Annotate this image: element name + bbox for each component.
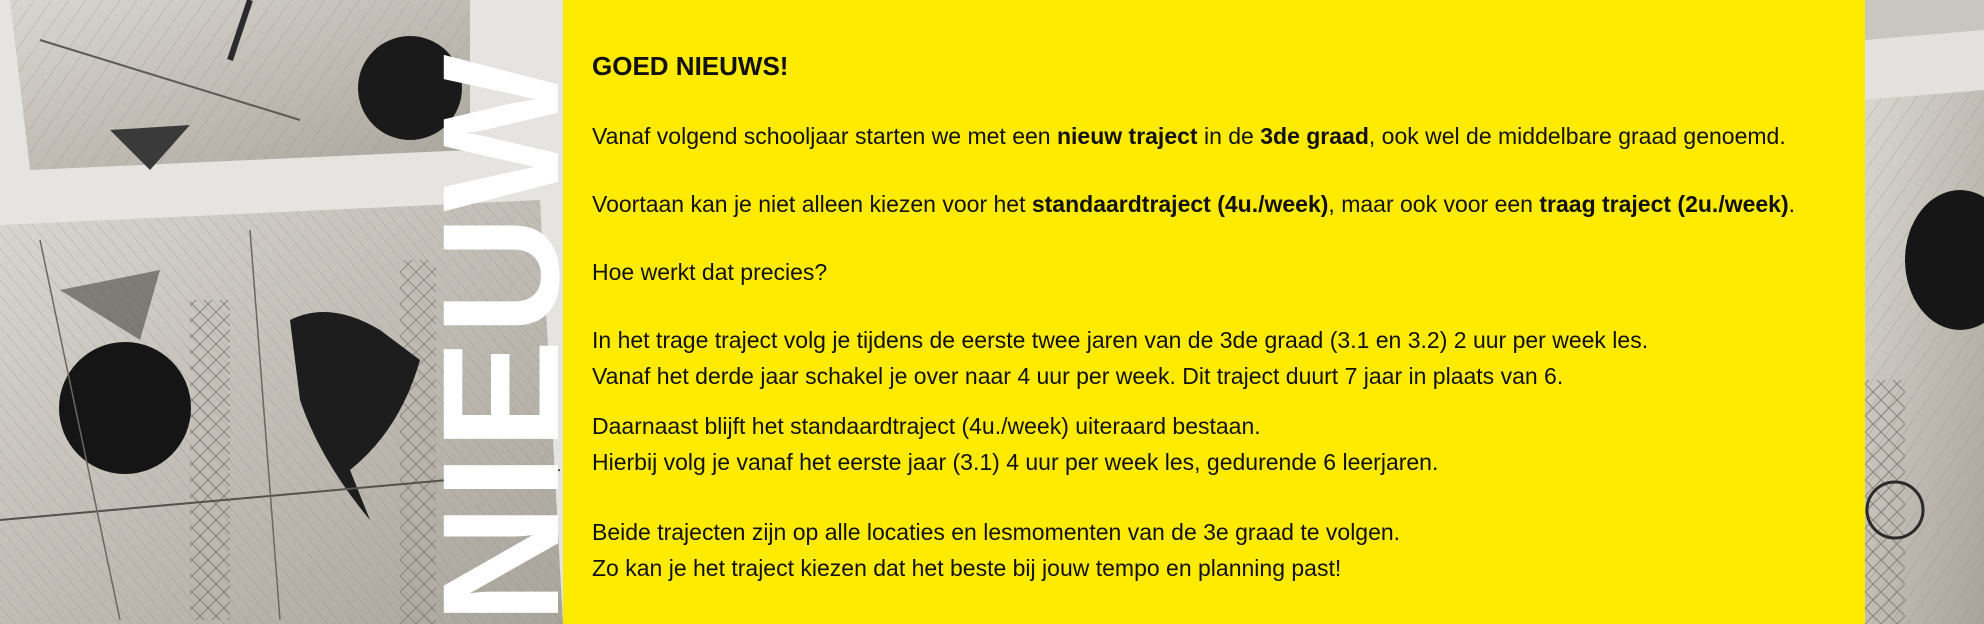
announcement-text: [592, 46, 1852, 586]
standard-track-line-2: Hierbij volg je vanaf het eerste jaar (3.1) 4 uur per week les, gedurende 6 leerjaren.: [592, 449, 1439, 475]
question-line: Hoe werkt dat precies?: [592, 259, 828, 285]
side-word-nieuw: [409, 0, 594, 624]
side-word-text: NIEUW: [409, 50, 594, 624]
intro-paragraph: Vanaf volgend schooljaar starten we met een nieuw traject in de 3de graad, ook wel de middelbare graad genoemd.: [592, 123, 1786, 149]
both-tracks-line-2: Zo kan je het traject kiezen dat het beste bij jouw tempo en planning past!: [592, 555, 1342, 581]
announcement-heading: GOED NIEUWS!: [592, 51, 789, 81]
choice-paragraph: Voortaan kan je niet alleen kiezen voor het standaardtraject (4u./week), maar ook voor een traag traject (2u./week).: [592, 191, 1796, 217]
both-tracks-line-1: Beide trajecten zijn op alle locaties en lesmomenten van de 3e graad te volgen.: [592, 519, 1401, 545]
standard-track-line-1: Daarnaast blijft het standaardtraject (4u./week) uiteraard bestaan.: [592, 413, 1261, 439]
slow-track-line-1: In het trage traject volg je tijdens de eerste twee jaren van de 3de graad (3.1 en 3.2) 2 uur per week les.: [592, 327, 1649, 353]
slow-track-line-2: Vanaf het derde jaar schakel je over naar 4 uur per week. Dit traject duurt 7 jaar in plaats van 6.: [592, 363, 1564, 389]
artwork-right-image: [1865, 0, 1984, 624]
etching-artwork-right: [1865, 0, 1984, 624]
